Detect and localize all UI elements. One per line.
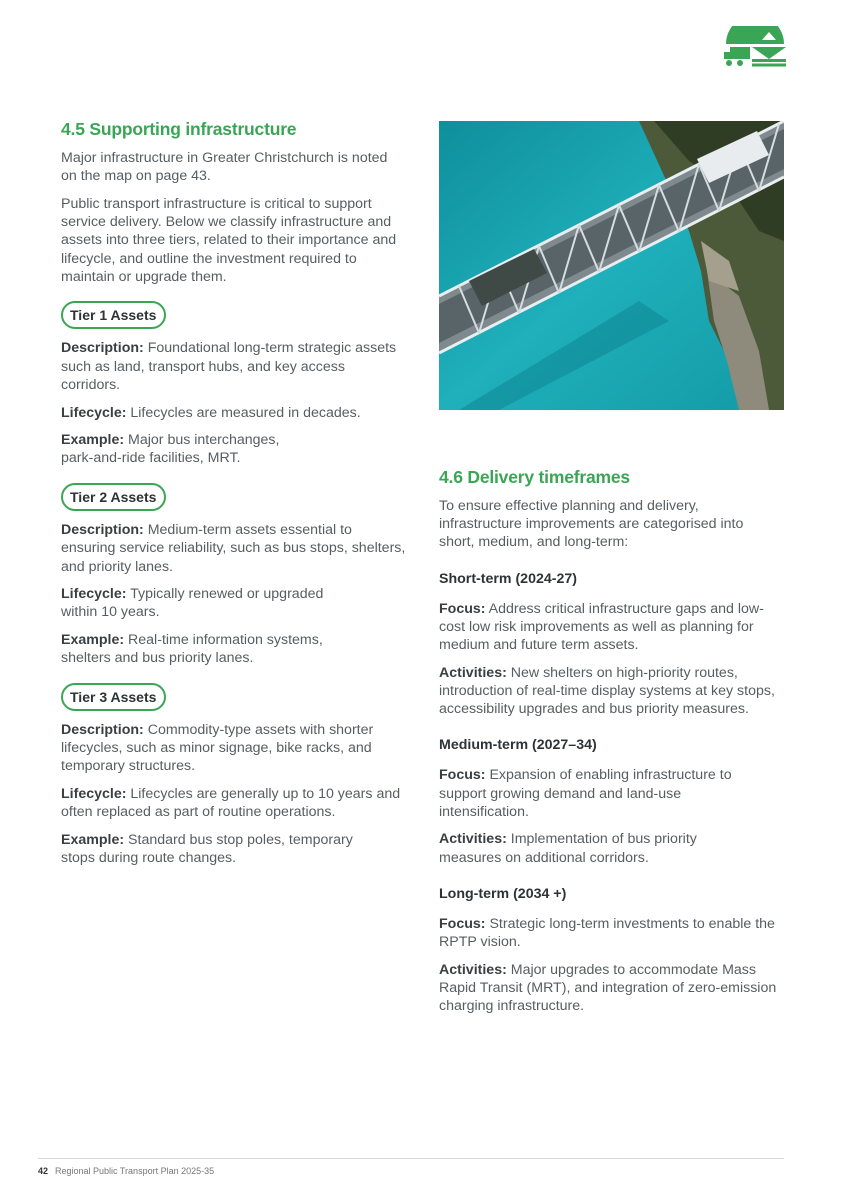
tier-badge: Tier 1 Assets	[61, 301, 166, 329]
section-delivery-timeframes	[439, 466, 784, 1025]
intro-paragraph: Public transport infrastructure is critical to support service delivery. Below we classify infrastructure and assets into three tiers, related to their importance and lifecycle, and outline the investment required to maintain or upgrade them.	[61, 195, 397, 285]
term-activities: Activities: New shelters on high-priority routes, introduction of real-time display systems at key stops, accessibility upgrades and bus priority measures.	[439, 664, 775, 718]
page-footer	[38, 1165, 214, 1177]
tier-badge: Tier 3 Assets	[61, 683, 166, 711]
term-title: Medium-term (2027–34)	[439, 737, 597, 754]
tier-description: Description: Medium-term assets essential to ensuring service reliability, such as bus stops, shelters, and priority lanes.	[61, 522, 406, 575]
bridge-over-turquoise-river-photo	[439, 121, 784, 410]
tier-description: Description: Commodity-type assets with shorter lifecycles, such as minor signage, bike racks, and temporary structures.	[61, 722, 374, 775]
section-heading: 4.5 Supporting infrastructure	[61, 119, 297, 139]
tier-block	[61, 295, 406, 467]
term-activities: Activities: Implementation of bus priority measures on additional corridors.	[439, 831, 697, 866]
tier-block	[61, 477, 406, 667]
document-title: Regional Public Transport Plan 2025-35	[55, 1166, 215, 1176]
tier-lifecycle: Lifecycle: Lifecycles are measured in decades.	[61, 404, 361, 421]
tier-lifecycle: Lifecycle: Lifecycles are generally up to 10 years and often replaced as part of routine operations.	[61, 786, 401, 821]
term-focus: Focus: Expansion of enabling infrastructure to support growing demand and land-use intensification.	[439, 767, 732, 820]
intro-paragraph: To ensure effective planning and delivery, infrastructure improvements are categorised into short, medium, and long-term:	[439, 498, 744, 551]
tier-block	[61, 677, 406, 867]
tier-example: Example: Real-time information systems, shelters and bus priority lanes.	[61, 632, 323, 667]
term-title: Long-term (2034 +)	[439, 885, 567, 902]
term-focus: Focus: Strategic long-term investments to enable the RPTP vision.	[439, 915, 775, 951]
intro-paragraph: Major infrastructure in Greater Christchurch is noted on the map on page 43.	[61, 150, 388, 185]
section-supporting-infrastructure	[61, 118, 406, 877]
section-heading: 4.6 Delivery timeframes	[439, 467, 630, 487]
term-activities: Activities: Major upgrades to accommodate Mass Rapid Transit (MRT), and integration of zero-emission charging infrastructure.	[439, 961, 777, 1015]
footer-divider	[38, 1158, 784, 1159]
term-block	[439, 885, 784, 1016]
term-title: Short-term (2024-27)	[439, 570, 577, 587]
term-focus: Focus: Address critical infrastructure gaps and low-cost low risk improvements as well as planning for medium and future term assets.	[439, 600, 764, 654]
term-block	[439, 736, 784, 867]
term-block	[439, 570, 784, 719]
tier-example: Example: Standard bus stop poles, temporary stops during route changes.	[61, 832, 353, 867]
page-number: 42	[38, 1166, 49, 1176]
tier-example: Example: Major bus interchanges, park-and-ride facilities, MRT.	[61, 432, 280, 467]
tier-description: Description: Foundational long-term strategic assets such as land, transport hubs, and key access corridors.	[61, 340, 397, 393]
tier-badge: Tier 2 Assets	[61, 483, 166, 511]
ecan-bus-logo-icon	[722, 26, 788, 68]
tier-lifecycle: Lifecycle: Typically renewed or upgraded within 10 years.	[61, 586, 324, 621]
